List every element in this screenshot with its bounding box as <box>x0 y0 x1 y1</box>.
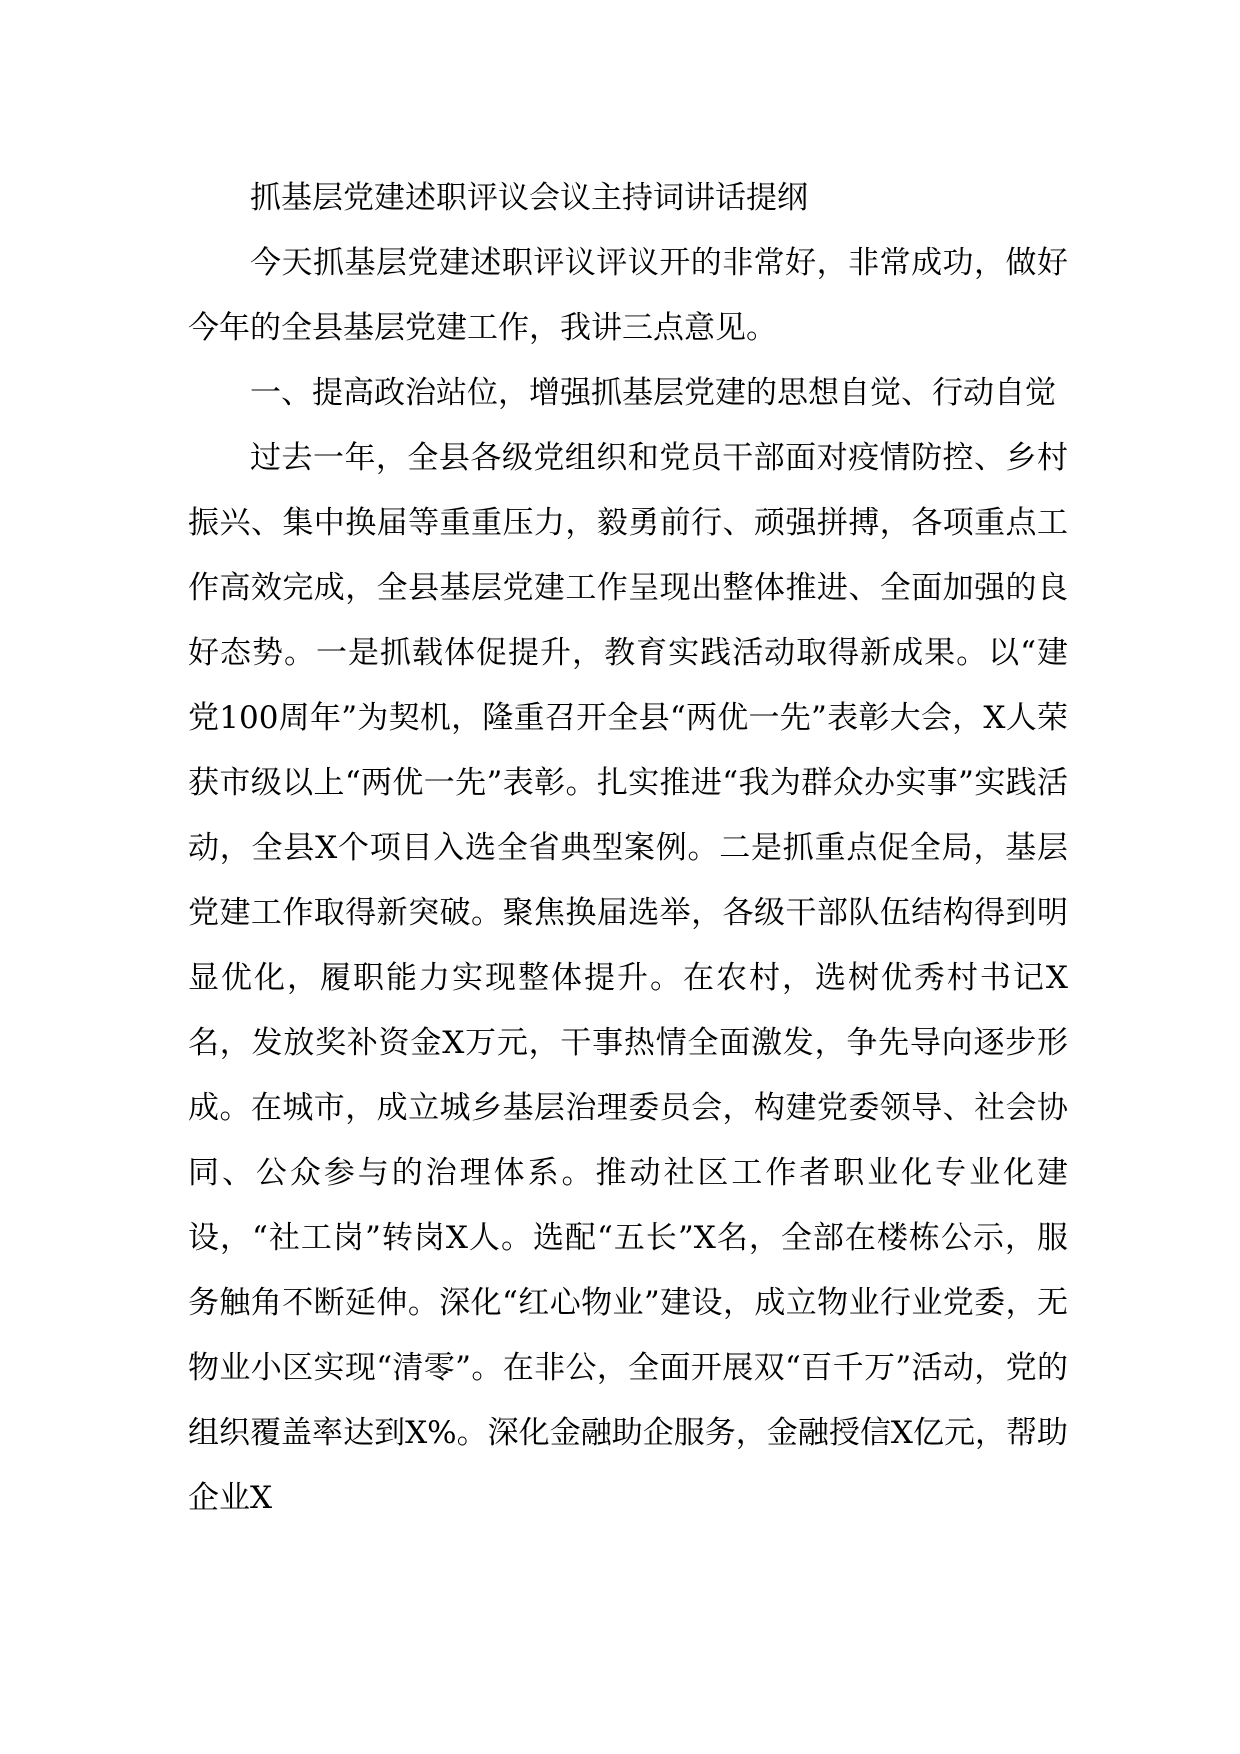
document-title: 抓基层党建述职评议会议主持词讲话提纲 <box>250 180 808 216</box>
section-heading-1: 一、提高政治站位，增强抓基层党建的思想自觉、行动自觉 <box>250 375 1056 411</box>
paragraph-body: 过去一年，全县各级党组织和党员干部面对疫情防控、乡村振兴、集中换届等重重压力，毅勇前行、顽强拼搏，各项重点工作高效完成，全县基层党建工作呈现出整体推进、全面加强的良好态势。一是抓载体促提升，教育实践活动取得新成果。以“建党100周年”为契机，隆重召开全县“两优一先”表彰大会，X人荣获市级以上“两优一先”表彰。扎实推进“我为群众办实事”实践活动，全县X个项目入选全省典型案例。二是抓重点促全局，基层党建工作取得新突破。聚焦换届选举，各级干部队伍结构得到明显优化，履职能力实现整体提升。在农村，选树优秀村书记X名，发放奖补资金X万元，干事热情全面激发，争先导向逐步形成。在城市，成立城乡基层治理委员会，构建党委领导、社会协同、公众参与的治理体系。推动社区工作者职业化专业化建设，“社工岗”转岗X人。选配“五长”X名，全部在楼栋公示，服务触角不断延伸。深化“红心物业”建设，成立物业行业党委，无物业小区实现“清零”。在非公，全面开展双“百千万”活动，党的组织覆盖率达到X%。深化金融助企服务，金融授信X亿元，帮助企业X <box>188 440 1068 1516</box>
document-body <box>188 166 1068 1531</box>
paragraph-intro: 今天抓基层党建述职评议评议开的非常好，非常成功，做好今年的全县基层党建工作，我讲三点意见。 <box>188 245 1068 346</box>
